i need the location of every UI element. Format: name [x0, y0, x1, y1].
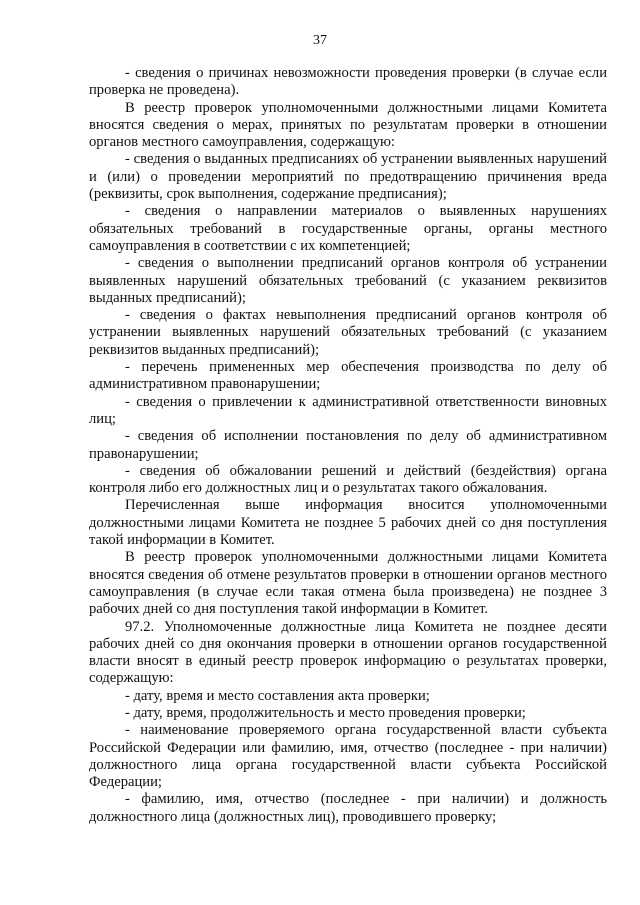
paragraph-materials-sent: - сведения о направлении материалов о выявленных нарушениях обязательных требований в государственные органы, органы местного самоуправления в соответствии с их компетенцией; [89, 203, 607, 254]
paragraph-appeals: - сведения об обжаловании решений и действий (бездействия) органа контроля либо его должностных лиц и о результатах такого обжалования. [89, 462, 607, 497]
paragraph-administrative-liability: - сведения о привлечении к административной ответственности виновных лиц; [89, 393, 607, 427]
paragraph-orders-not-fulfilled: - сведения о фактах невыполнения предписаний органов контроля об устранении выявленных нарушений обязательных требований (с указанием реквизитов выданных предписаний); [89, 307, 607, 358]
paragraph-inspector-name: - фамилию, имя, отчество (последнее - при наличии) и должность должностного лица (должностных лиц), проводившего проверку; [89, 791, 607, 825]
document-body [89, 65, 607, 826]
paragraph-section-97-2: 97.2. Уполномоченные должностные лица Комитета не позднее десяти рабочих дней со дня окончания проверки в отношении органов государственной власти вносят в единый реестр проверок информацию о результатах проверки, содержащую: [89, 618, 607, 687]
paragraph-reasons-not-conducted: - сведения о причинах невозможности проведения проверки (в случае если проверка не проведена). [89, 65, 607, 99]
paragraph-orders-fulfilled: - сведения о выполнении предписаний органов контроля об устранении выявленных нарушений обязательных требований (с указанием реквизитов выданных предписаний); [89, 255, 607, 306]
paragraph-cancellation: В реестр проверок уполномоченными должностными лицами Комитета вносятся сведения об отмене результатов проверки в отношении органов местного самоуправления (в случае если такая отмена была произведена) не позднее 3 рабочих дней со дня поступления такой информации в Комитет. [89, 549, 607, 618]
paragraph-inspected-body: - наименование проверяемого органа государственной власти субъекта Российской Федерации или фамилию, имя, отчество (последнее - при наличии) должностного лица органа государственной власти субъекта Российской Федерации; [89, 722, 607, 791]
page-number: 37 [313, 33, 327, 48]
paragraph-resolution-execution: - сведения об исполнении постановления по делу об административном правонарушении; [89, 428, 607, 462]
paragraph-measures-registry: В реестр проверок уполномоченными должностными лицами Комитета вносятся сведения о мерах, принятых по результатам проверки в отношении органов местного самоуправления, содержащую: [89, 99, 607, 151]
paragraph-issued-orders: - сведения о выданных предписаниях об устранении выявленных нарушений и (или) о проведении мероприятий по предотвращению причинения вреда (реквизиты, срок выполнения, содержание предписания); [89, 151, 607, 203]
paragraph-inspection-date: - дату, время, продолжительность и место проведения проверки; [125, 704, 526, 721]
paragraph-enforcement-measures: - перечень примененных мер обеспечения производства по делу об административном правонарушении; [89, 359, 607, 393]
paragraph-five-day-deadline: Перечисленная выше информация вносится уполномоченными должностными лицами Комитета не позднее 5 рабочих дней со дня поступления такой информации в Комитет. [89, 497, 607, 549]
paragraph-act-date: - дату, время и место составления акта проверки; [125, 687, 430, 704]
